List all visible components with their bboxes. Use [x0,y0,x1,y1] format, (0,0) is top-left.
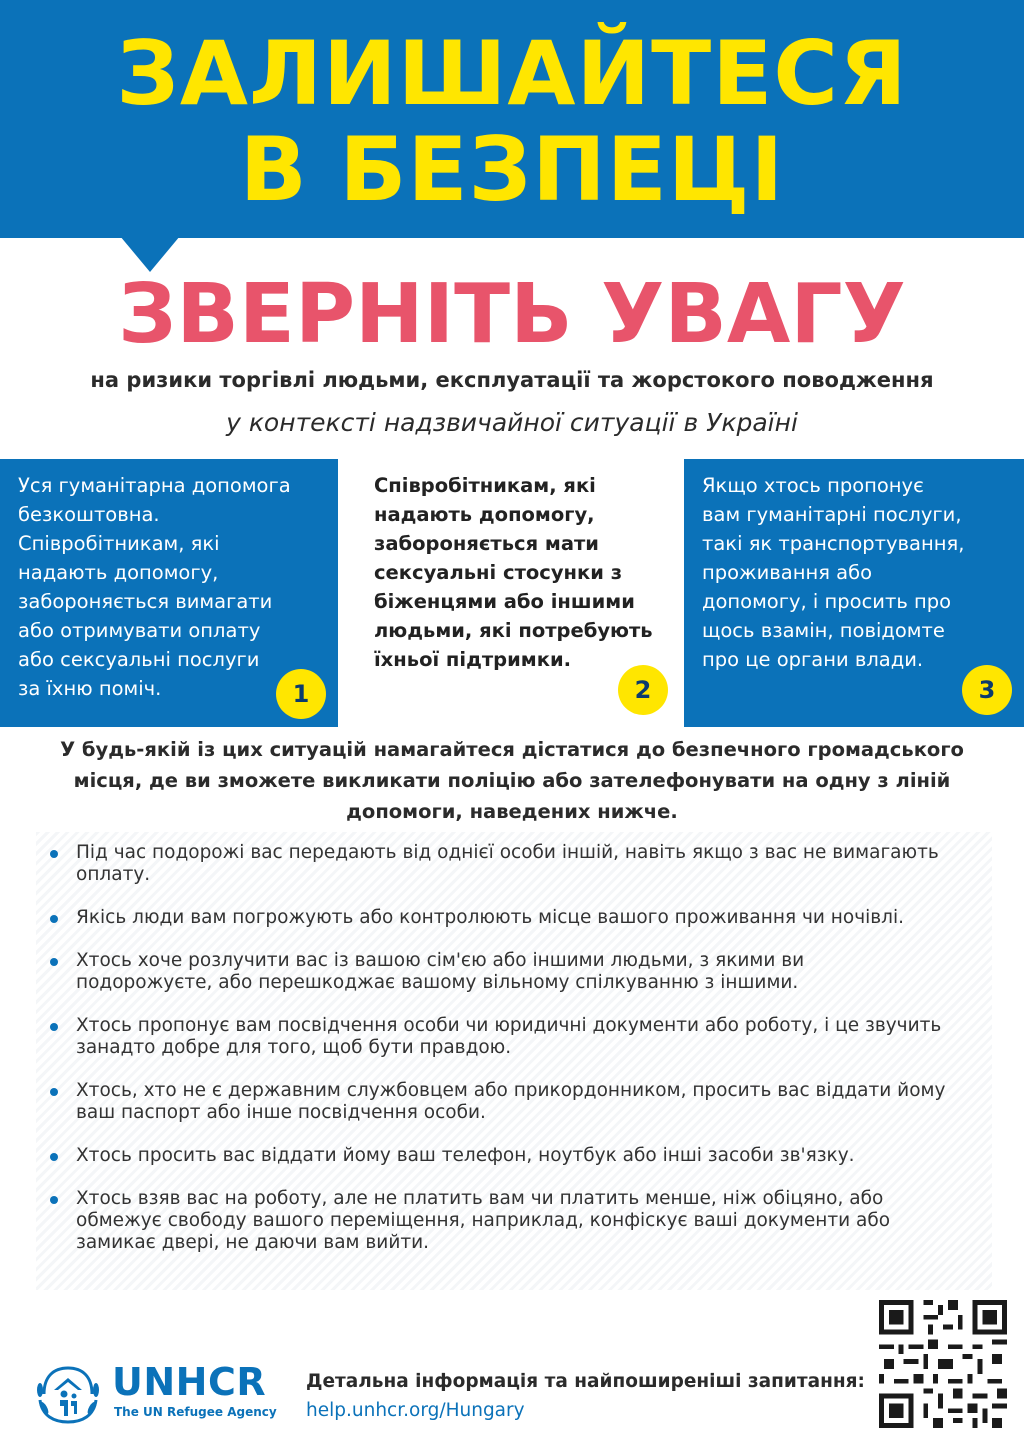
bullet-icon [50,1196,58,1204]
info-box-line: сексуальні стосунки з [374,561,623,584]
advice-line: У будь-якій із цих ситуацій намагайтеся дістатися до безпечного громадського [60,738,964,761]
list-item-text: Хтось просить вас віддати йому ваш телефон, ноутбук або інші засоби зв'язку. [76,1145,855,1166]
info-link[interactable]: help.unhcr.org/Hungary [306,1400,525,1421]
number-badge-2: 2 [618,665,668,715]
list-item-text: Якісь люди вам погрожують або контролюють місце вашого проживання чи ночівлі. [76,907,905,928]
info-box-line: їхньої підтримки. [374,648,572,671]
list-item-text: Під час подорожі вас передають від однієї особи іншій, навіть якщо з вас не вимагають оплату. [76,842,939,885]
info-box-line: або отримувати оплату [18,619,261,642]
bullet-icon [50,1088,58,1096]
number-badge-1: 1 [276,669,326,719]
attention-context: у контексті надзвичайної ситуації в Україні [226,408,798,437]
advice-line: допомоги, наведених нижче. [346,800,678,823]
attention-title: ЗВЕРНІТЬ УВАГУ [118,267,906,362]
list-item-text: Хтось пропонує вам посвідчення особи чи юридичні документи або роботу, і це звучить занадто добре для того, щоб бути правдою. [76,1015,942,1058]
info-box-line: Уся гуманітарна допомога [18,474,291,497]
bullet-icon [50,1023,58,1031]
info-box-line: такі як транспортування, [702,532,965,555]
unhcr-tagline: The UN Refugee Agency [114,1405,277,1419]
unhcr-logo [34,1360,294,1426]
attention-subtitle: на ризики торгівлі людьми, експлуатації та жорстокого поводження [90,368,934,392]
bullet-icon [50,958,58,966]
info-box-line: забороняється мати [374,532,599,555]
safety-advice [30,734,994,827]
info-box-2 [356,459,676,727]
info-box-line: вам гуманітарні послуги, [702,503,962,526]
info-box-line: людьми, які потребують [374,619,653,642]
bullet-icon [50,850,58,858]
list-item [46,1080,946,1124]
list-item-text: Хтось хоче розлучити вас із вашою сім'єю або іншими людьми, з якими ви подорожуєте, або перешкоджає вашому вільному спілкуванню з іншими. [76,950,805,993]
hero-title [0,22,1024,221]
info-box-line: забороняється вимагати [18,590,273,613]
list-item [46,1188,946,1254]
qr-code-icon [878,1300,1008,1428]
hero-title-line-1: ЗАЛИШАЙТЕСЯ [116,22,908,125]
info-box-line: надають допомогу, [18,561,219,584]
bullet-icon [50,1153,58,1161]
info-box-3 [684,459,1024,727]
info-box-1 [0,459,338,727]
list-item [46,842,946,886]
list-item [46,1145,946,1167]
hero-title-line-2: В БЕЗПЕЦІ [239,118,785,221]
info-label: Детальна інформація та найпоширеніші запитання: [306,1371,865,1392]
bullet-icon [50,915,58,923]
info-box-line: проживання або [702,561,873,584]
info-box-line: Співробітникам, які [18,532,220,555]
list-item-text: Хтось, хто не є державним службовцем або прикордонником, просить вас віддати йому ваш паспорт або інше посвідчення особи. [76,1080,946,1123]
list-item [46,1015,946,1059]
info-box-line: або сексуальні послуги [18,648,260,671]
info-box-line: безкоштовна. [18,503,160,526]
list-item [46,950,946,994]
warning-signs-list [46,842,946,1275]
info-box-line: надають допомогу, [374,503,595,526]
advice-line: місця, де ви зможете викликати поліцію або зателефонувати на одну з ліній [73,769,951,792]
info-box-line: Якщо хтось пропонує [702,474,924,497]
unhcr-wordmark: UNHCR [112,1360,267,1404]
info-box-line: допомогу, і просить про [702,590,952,613]
info-box-line: біженцями або іншими [374,590,635,613]
info-box-line: про це органи влади. [702,648,924,671]
number-badge-3: 3 [962,665,1012,715]
list-item-text: Хтось взяв вас на роботу, але не платить вам чи платить менше, ніж обіцяно, або обмежує свободу вашого переміщення, наприклад, конфіскує ваші документи або замикає двері, не даючи вам вийти. [76,1188,891,1253]
list-item [46,907,946,929]
info-box-line: за їхню поміч. [18,677,162,700]
info-box-line: Співробітникам, які [374,474,596,497]
unhcr-emblem-icon [34,1360,102,1426]
info-box-line: щось взамін, повідомте [702,619,945,642]
